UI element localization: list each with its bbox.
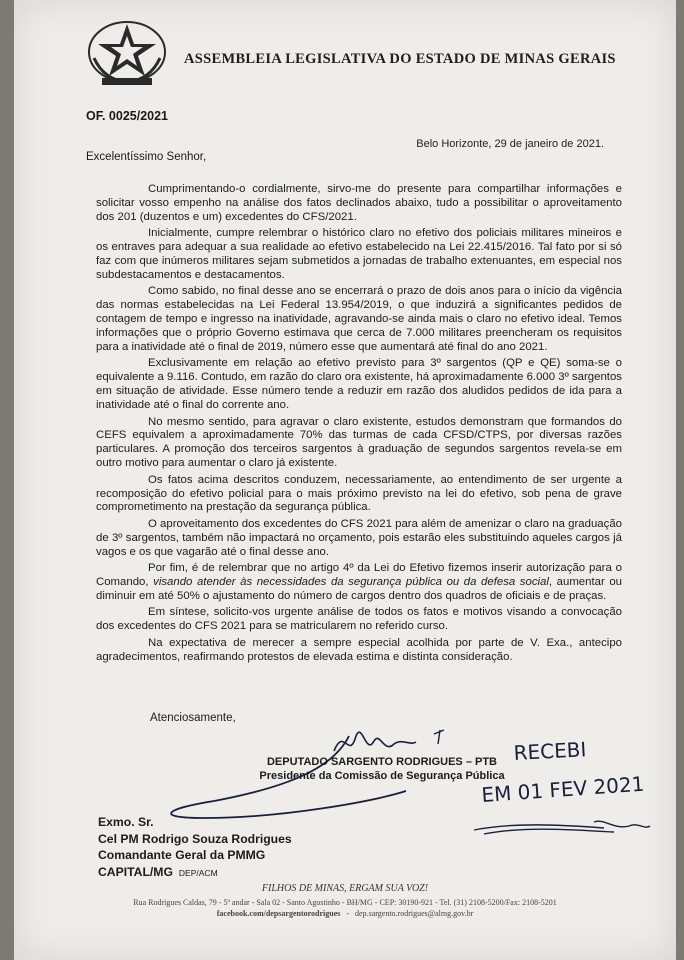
- signer-role: Presidente da Comissão de Segurança Pública: [259, 770, 505, 782]
- addressee-ref: DEP/ACM: [178, 867, 218, 878]
- footer-motto: FILHOS DE MINAS, ERGAM SUA VOZ!: [261, 883, 429, 894]
- footer-facebook: facebook.com/depsargentorodrigues: [216, 909, 341, 918]
- received-line-2: EM 01 FEV 2021: [480, 771, 646, 807]
- addressee-location: CAPITAL/MG: [98, 864, 173, 879]
- paragraph-5: No mesmo sentido, para agravar o claro existente, estudos demonstram que formandos do CEFS equivalem a aproximadamente 70% das turmas de cada CFSD/CTPS, por diversas razões particulares. A promoção dos terceiros sargentos à graduação de segundos sargentos revela-se em outro motivo para aumentar o claro já existente.: [96, 415, 622, 470]
- letter-body: [96, 183, 622, 667]
- paragraph-8-after: , aumentar ou diminuir em até 50% o ajustamento do número de cargos dentro dos quadros de oficiais e de praças.: [96, 575, 622, 602]
- addressee-location-line: [98, 864, 292, 882]
- letter-page: [14, 0, 676, 960]
- addressee-role: Comandante Geral da PMMG: [98, 848, 266, 862]
- received-line-1: RECEBI: [513, 737, 587, 765]
- addressee-name: Cel PM Rodrigo Souza Rodrigues: [98, 831, 292, 846]
- footer-email: dep.sargento.rodrigues@almg.gov.br: [355, 909, 474, 918]
- footer-address: Rua Rodrigues Caldas, 79 - 5º andar - Sala 02 - Santo Agostinho - BH/MG - CEP: 30190-921 - Tel. (31) 2108-5200/Fax: 2108-5201: [133, 898, 557, 907]
- paragraph-4: Exclusivamente em relação ao efetivo previsto para 3º sargentos (QP e QE) soma-se o equivalente a 9.116. Contudo, em razão do claro ora existente, há aproximadamente 6.000 3º sargentos em situação de atividade. Esse número tende a reduzir em razão dos aludidos pedidos de ida para a inatividade até o final do corrente ano.: [96, 357, 622, 412]
- paragraph-2: Inicialmente, cumpre relembrar o histórico claro no efetivo dos policiais militares mineiros e os entraves para adequar a sua realidade ao efetivo estabelecido na Lei 22.415/2016. Tal fato por si só faz com que inúmeros militares sejam submetidos a jornadas de trabalho extenuantes, em especial nos subdestacamentos e destacamentos.: [96, 227, 622, 281]
- footer-links: facebook.com/depsargentorodrigues - dep.sargento.rodrigues@almg.gov.br: [216, 909, 474, 918]
- header-title: ASSEMBLEIA LEGISLATIVA DO ESTADO DE MINAS GERAIS: [184, 51, 616, 67]
- paragraph-8-italic: visando atender às necessidades da segurança pública ou da defesa social: [153, 575, 549, 588]
- paragraph-6: Os fatos acima descritos conduzem, necessariamente, ao entendimento de ser urgente a recomposição do efetivo policial para o mais próximo previsto na lei do efetivo, sob pena de grave comprometimento na prestação da segurança pública.: [96, 473, 622, 514]
- assembly-crest-icon: [84, 18, 170, 90]
- closing: Atenciosamente,: [150, 712, 236, 724]
- addressee-title: Exmo. Sr.: [98, 815, 154, 829]
- place-date: Belo Horizonte, 29 de janeiro de 2021.: [416, 138, 604, 150]
- paragraph-10: Na expectativa de merecer a sempre especial acolhida por parte de V. Exa., antecipo agradecimentos, reafirmando protestos de elevada estima e distinta consideração.: [96, 636, 622, 663]
- received-note: [454, 730, 674, 865]
- letter-number: OF. 0025/2021: [86, 109, 169, 123]
- paragraph-1: Cumprimentando-o cordialmente, sirvo-me do presente para compartilhar informações e solicitar vosso empenho na análise dos fatos declinados abaixo, tudo a possibilitar o aproveitamento dos 201 (duzentos e um) excedentes do CFS/2021.: [96, 183, 622, 223]
- paragraph-9: Em síntese, solicito-vos urgente análise de todos os fatos e motivos visando a convocação dos excedentes do CFS 2021 para se matricularem no referido curso.: [96, 606, 622, 633]
- paragraph-7: O aproveitamento dos excedentes do CFS 2021 para além de amenizar o claro na graduação de 3º sargentos, também não impactará no orçamento, pois estarão eles substituindo aqueles cargos já vagos e os que vagarão até o final desse ano.: [96, 517, 622, 558]
- addressee-block: [98, 814, 292, 881]
- salutation: Excelentíssimo Senhor,: [86, 151, 207, 163]
- paragraph-8-before: Por fim, é de relembrar que no artigo 4º da Lei do Efetivo fizemos inserir autorização para o Comando,: [96, 562, 622, 588]
- paragraph-8: [96, 562, 622, 604]
- paragraph-3: Como sabido, no final desse ano se encerrará o prazo de dois anos para o início da vigência das normas estabelecidas na Lei Federal 13.954/2019, o que induzirá a significantes pedidos de contagem de tempo e ingresso na inatividade, agravando-se ainda mais o claro no efetivo ideal. Temos informações que o próprio Governo estimava que cerca de 7.000 militares preencheram os requisitos para a inatividade até o final de 2019, número esse que aumentará até final do ano 2021.: [96, 285, 622, 353]
- signer-name: DEPUTADO SARGENTO RODRIGUES – PTB: [266, 756, 497, 768]
